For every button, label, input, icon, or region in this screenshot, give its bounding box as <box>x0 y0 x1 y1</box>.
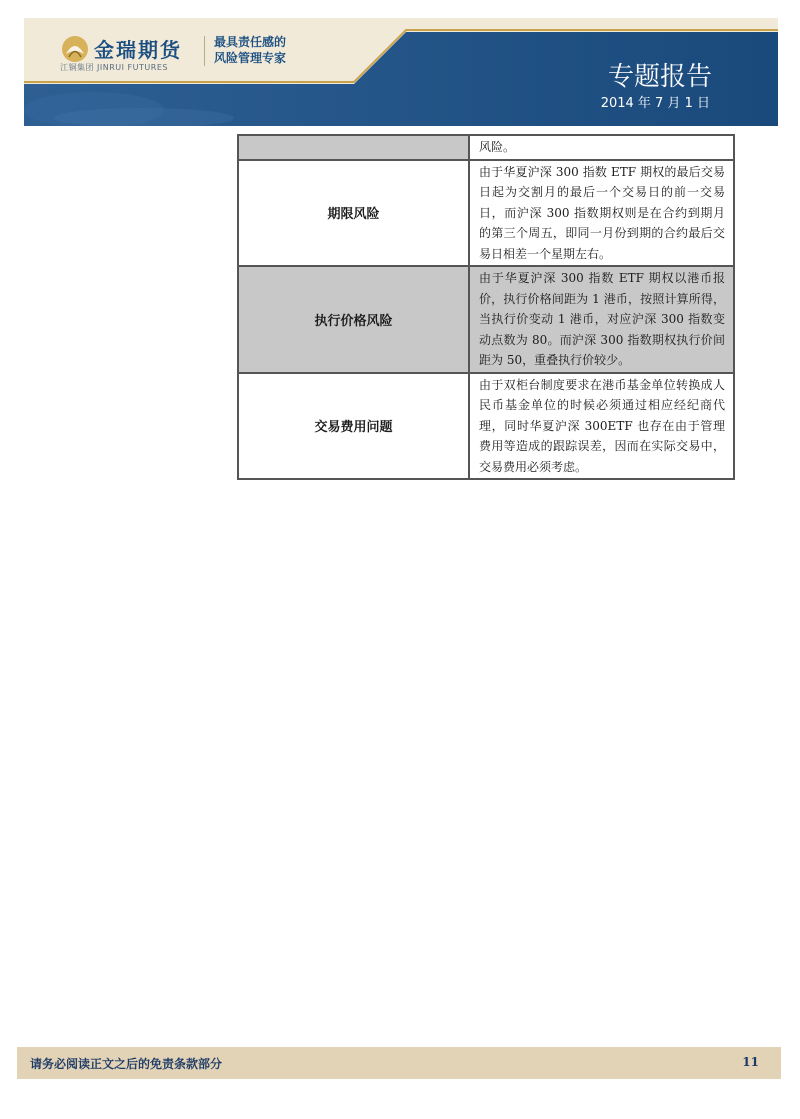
logo-emblem-icon <box>60 34 90 64</box>
disclaimer-notice: 请务必阅读正文之后的免责条款部分 <box>30 1057 223 1071</box>
page-number: 11 <box>742 1055 759 1069</box>
risk-name-cell: 期限风险 <box>238 160 469 267</box>
table-row <box>238 266 734 373</box>
logo-english-name: 江铜集团 JINRUI FUTURES <box>60 63 168 72</box>
logo-chinese-name: 金瑞期货 <box>94 38 182 62</box>
risk-description-cell: 由于双柜台制度要求在港币基金单位转换成人民币基金单位的时候必须通过相应经纪商代理，同时华夏沪深 300ETF 也存在由于管理费用等造成的跟踪误差，因而在实际交易中，交易费用必须考虑。 <box>469 373 734 480</box>
risk-table <box>237 134 735 480</box>
header-divider <box>204 36 205 66</box>
risk-name-cell: 交易费用问题 <box>238 373 469 480</box>
risk-description-cell: 由于华夏沪深 300 指数 ETF 期权的最后交易日起为交割月的最后一个交易日的前一交易日，而沪深 300 指数期权则是在合约到期月的第三个周五，即同一月份到期的合约最后交易日相差一个星期左右。 <box>469 160 734 267</box>
table-row <box>238 160 734 267</box>
company-slogan <box>214 34 286 66</box>
risk-description-cell: 风险。 <box>469 135 734 160</box>
table-row <box>238 373 734 480</box>
risk-name-cell <box>238 135 469 160</box>
slogan-line-2: 风险管理专家 <box>214 51 287 65</box>
report-date: 2014 年 7 月 1 日 <box>600 96 710 111</box>
slogan-line-1: 最具责任感的 <box>214 35 287 49</box>
report-header <box>24 18 778 126</box>
report-title: 专题报告 <box>607 62 712 92</box>
table-row <box>238 135 734 160</box>
risk-name-cell: 执行价格风险 <box>238 266 469 373</box>
report-footer <box>17 1047 781 1079</box>
risk-description-cell: 由于华夏沪深 300 指数 ETF 期权以港币报价，执行价格间距为 1 港币，按照计算所得，当执行价变动 1 港币，对应沪深 300 指数变动点数为 80。而沪深 300 指数期权执行价间距为 50，重叠执行价较少。 <box>469 266 734 373</box>
